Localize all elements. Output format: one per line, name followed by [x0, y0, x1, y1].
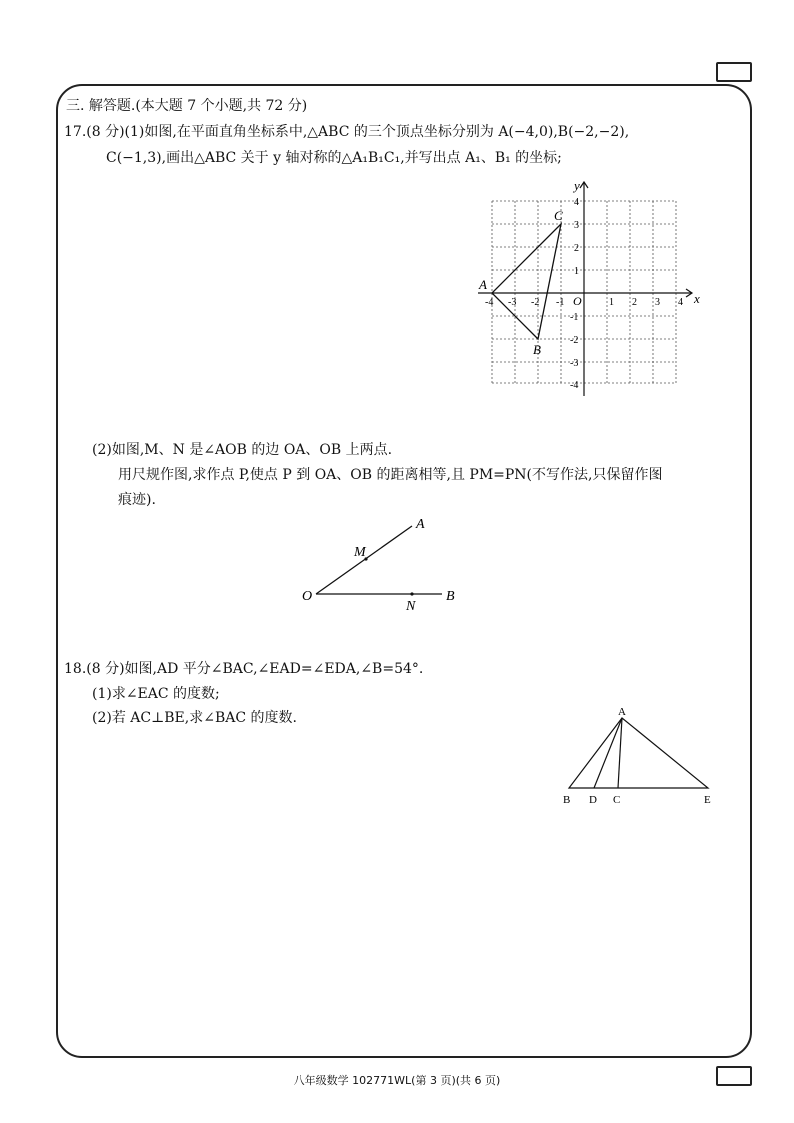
corner-box-bottom: [716, 1066, 752, 1086]
y-tick: 1: [574, 266, 579, 277]
point-n-label: N: [406, 599, 416, 614]
ray-a-label: A: [416, 517, 425, 532]
q17-part2-line3: 痕迹).: [118, 492, 156, 508]
vertex-o-label: O: [302, 589, 313, 604]
q17-part2-line1: (2)如图,M、N 是∠AOB 的边 OA、OB 上两点.: [92, 442, 393, 458]
origin-label: O: [573, 294, 582, 308]
point-b-label: B: [533, 342, 541, 357]
q17-part2-line2: 用尺规作图,求作点 P,使点 P 到 OA、OB 的距离相等,且 PM=PN(不写作法,只保留作图: [118, 467, 663, 483]
y-tick: 3: [574, 220, 579, 231]
x-tick: -2: [531, 297, 540, 308]
triangle-abe-figure: [556, 700, 726, 815]
x-tick: -1: [556, 297, 565, 308]
x-axis-label: x: [694, 291, 700, 306]
q18-line3: (2)若 AC⊥BE,求∠BAC 的度数.: [92, 710, 297, 726]
x-tick: 4: [678, 297, 683, 308]
q17-line1: 17.(8 分)(1)如图,在平面直角坐标系中,△ABC 的三个顶点坐标分别为 A(−4,0),B(−2,−2),: [64, 124, 630, 140]
vertex-e-label: E: [704, 794, 711, 806]
coordinate-grid-figure: [470, 176, 710, 406]
x-tick: 2: [632, 297, 637, 308]
y-tick: 2: [574, 243, 579, 254]
vertex-b-label: B: [563, 794, 571, 806]
section-header: 三. 解答题.(本大题 7 个小题,共 72 分): [66, 98, 308, 114]
y-tick: -3: [570, 358, 579, 369]
q17-line2: C(−1,3),画出△ABC 关于 y 轴对称的△A₁B₁C₁,并写出点 A₁、B₁ 的坐标;: [106, 150, 562, 166]
point-c-label: C: [554, 208, 563, 223]
point-m-label: M: [354, 545, 366, 560]
q18-line2: (1)求∠EAC 的度数;: [92, 686, 220, 702]
ray-b-label: B: [446, 589, 455, 604]
x-tick: -3: [508, 297, 517, 308]
y-tick: -1: [570, 312, 579, 323]
x-tick: -4: [485, 297, 494, 308]
point-c-label: C: [613, 794, 621, 806]
y-tick: -4: [570, 380, 579, 391]
angle-aob-figure: [296, 510, 476, 620]
page-footer: 八年级数学 102771WL(第 3 页)(共 6 页): [293, 1074, 501, 1087]
vertex-a-label: A: [618, 706, 626, 718]
y-axis-label: y: [574, 178, 580, 193]
x-tick: 3: [655, 297, 660, 308]
point-d-label: D: [589, 794, 597, 806]
x-tick: 1: [609, 297, 614, 308]
point-a-label: A: [479, 277, 487, 292]
y-tick: 4: [574, 197, 579, 208]
corner-box-top: [716, 62, 752, 82]
q18-line1: 18.(8 分)如图,AD 平分∠BAC,∠EAD=∠EDA,∠B=54°.: [64, 661, 424, 677]
y-tick: -2: [570, 335, 579, 346]
